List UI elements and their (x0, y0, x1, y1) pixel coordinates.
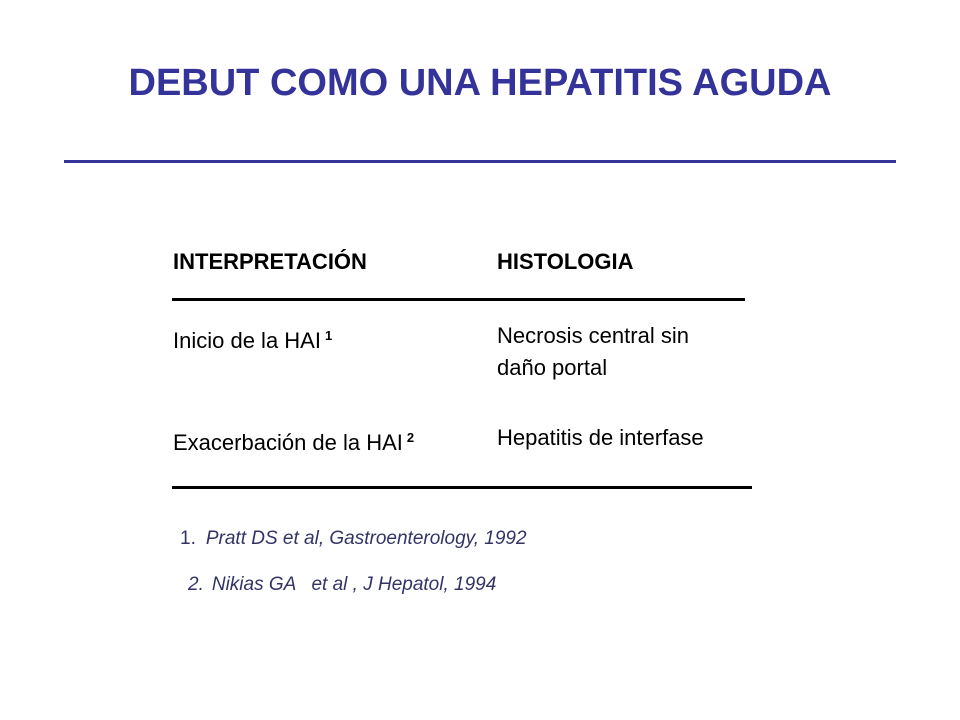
reference-marker: 1 (324, 328, 333, 343)
table-row-2-interpretation (173, 422, 414, 459)
title-divider (64, 160, 896, 163)
interpretation-text: Inicio de la HAI (173, 328, 321, 353)
header-interpretation: INTERPRETACIÓN (173, 249, 367, 274)
table-row-1-histology (497, 320, 757, 384)
reference-text: Pratt DS et al, Gastroenterology, 1992 (205, 528, 527, 549)
histology-line: Necrosis central sin (497, 323, 689, 348)
histology-line: daño portal (497, 355, 608, 380)
reference-item (180, 528, 527, 550)
table-top-rule (172, 298, 745, 301)
table-row-2-histology (497, 422, 757, 454)
histology-line: Hepatitis de interfase (497, 425, 704, 450)
reference-text: Nikias GA et al , J Hepatol, 1994 (211, 574, 497, 595)
reference-item (188, 574, 496, 596)
table-row-1-interpretation (173, 320, 332, 357)
slide-title: DEBUT COMO UNA HEPATITIS AGUDA (128, 62, 832, 104)
table-bottom-rule (172, 486, 752, 489)
interpretation-text: Exacerbación de la HAI (173, 430, 403, 455)
reference-number: 1. (180, 528, 196, 549)
header-histology: HISTOLOGIA (497, 249, 634, 274)
reference-marker: 2 (406, 430, 415, 445)
reference-number: 2. (188, 574, 204, 595)
